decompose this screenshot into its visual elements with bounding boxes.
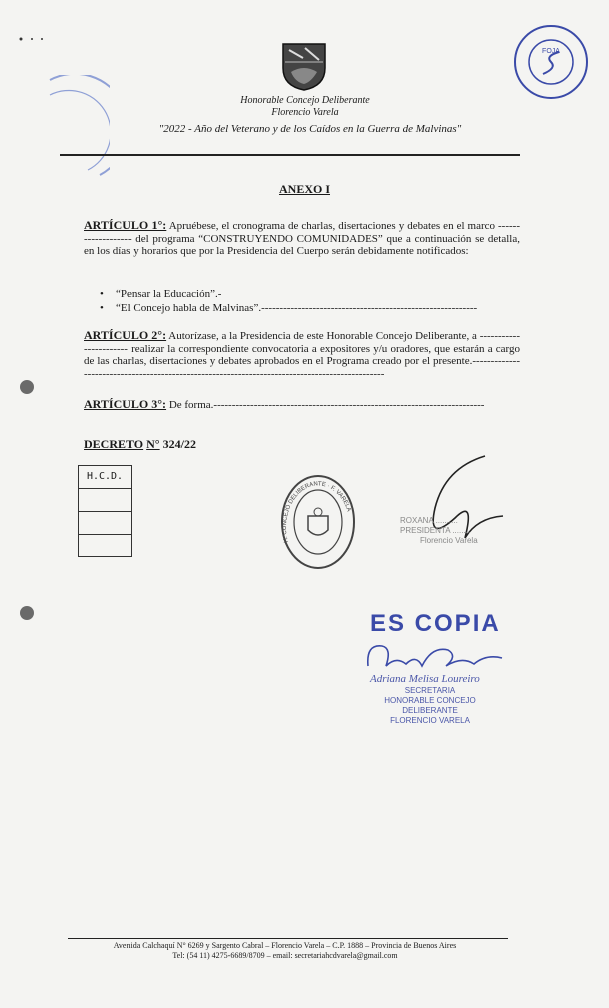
es-copia-stamp: ES COPIA [370, 610, 501, 637]
foja-seal-icon [513, 24, 589, 105]
articulo-2 [84, 329, 520, 380]
footer [60, 941, 510, 961]
articulo-1 [84, 219, 520, 258]
articulo-3-label: ARTÍCULO 3°: [84, 397, 167, 411]
articulo-1-label: ARTÍCULO 1°: [84, 218, 167, 232]
president-stamp [400, 516, 510, 546]
articulo-2-text: Autorízase, a la Presidencia de este Honorable Concejo Deliberante, a ----------------------- realizar la correspondiente convocatoria a expositores y/u oradores, que estarán a cargo de las charlas, disertaciones y debates aprobados en el Programa creado por el presente.----------------------------------------------------------------------------------------------- [84, 330, 520, 380]
hcd-box-row [79, 512, 131, 535]
footer-divider [68, 938, 508, 939]
president-stamp-line2: PRESIDENTA ........ [400, 526, 471, 535]
stray-marks [18, 28, 48, 32]
city-name: Florencio Varela [271, 107, 339, 118]
decreto-number-prefix: N° [146, 437, 160, 451]
secretary-stamp [360, 686, 500, 726]
anexo-title: ANEXO I [278, 182, 330, 196]
partial-seal-left-icon [40, 75, 110, 190]
articulo-1-text: Apruébese, el cronograma de charlas, disertaciones y debates en el marco ------------------- del programa “CONSTRUYENDO COMUNIDADES” que a continuación se detalla, en los días y horarios que por la Presidencia del Cuerpo serán debidamente notificados: [84, 220, 520, 257]
hcd-box-row [79, 489, 131, 512]
footer-address: Avenida Calchaquí N° 6269 y Sargento Cabral – Florencio Varela – C.P. 1888 – Provincia de Buenos Aires [113, 941, 457, 950]
punch-hole-bottom [20, 606, 34, 620]
seal-text: H. CONCEJO DELIBERANTE · F. VARELA [281, 481, 352, 544]
articulo-3-text: De forma.-------------------------------------------------------------------------- [166, 399, 485, 411]
footer-contact: Tel: (54 11) 4275-6689/8709 – email: secretariahcdvarela@gmail.com [172, 951, 398, 960]
decreto-label: DECRETO [84, 437, 144, 451]
secretary-title: SECRETARIA [404, 686, 456, 695]
president-stamp-line1: ROXANA .......... [400, 516, 458, 525]
program-list [100, 287, 520, 315]
secretary-org: HONORABLE CONCEJO DELIBERANTE [384, 696, 476, 715]
secretary-name: Adriana Melisa Loureiro [370, 673, 480, 685]
list-item: • “El Concejo habla de Malvinas”.----------------------------------------------------------- [100, 301, 520, 315]
punch-hole-top [20, 380, 34, 394]
hcd-label: H.C.D. [79, 466, 131, 489]
concejo-seal-icon [278, 472, 358, 577]
articulo-3 [84, 398, 520, 412]
secretary-city: FLORENCIO VARELA [390, 716, 470, 725]
hcd-box-row [79, 535, 131, 557]
decreto-number-value: 324/22 [159, 437, 196, 451]
coat-of-arms-icon [281, 42, 327, 97]
institution-name: Honorable Concejo Deliberante [240, 95, 370, 106]
foja-label: FOJA [542, 48, 560, 55]
list-item: • “Pensar la Educación”.- [100, 287, 520, 301]
header-institution [60, 95, 550, 119]
year-motto: "2022 - Año del Veterano y de los Caídos en la Guerra de Malvinas" [158, 123, 462, 135]
hcd-stamp-box [78, 465, 132, 557]
articulo-2-label: ARTÍCULO 2°: [84, 328, 167, 342]
header-divider [60, 154, 520, 156]
decreto-number [84, 437, 196, 452]
president-stamp-line3: Florencio Varela [420, 536, 478, 545]
